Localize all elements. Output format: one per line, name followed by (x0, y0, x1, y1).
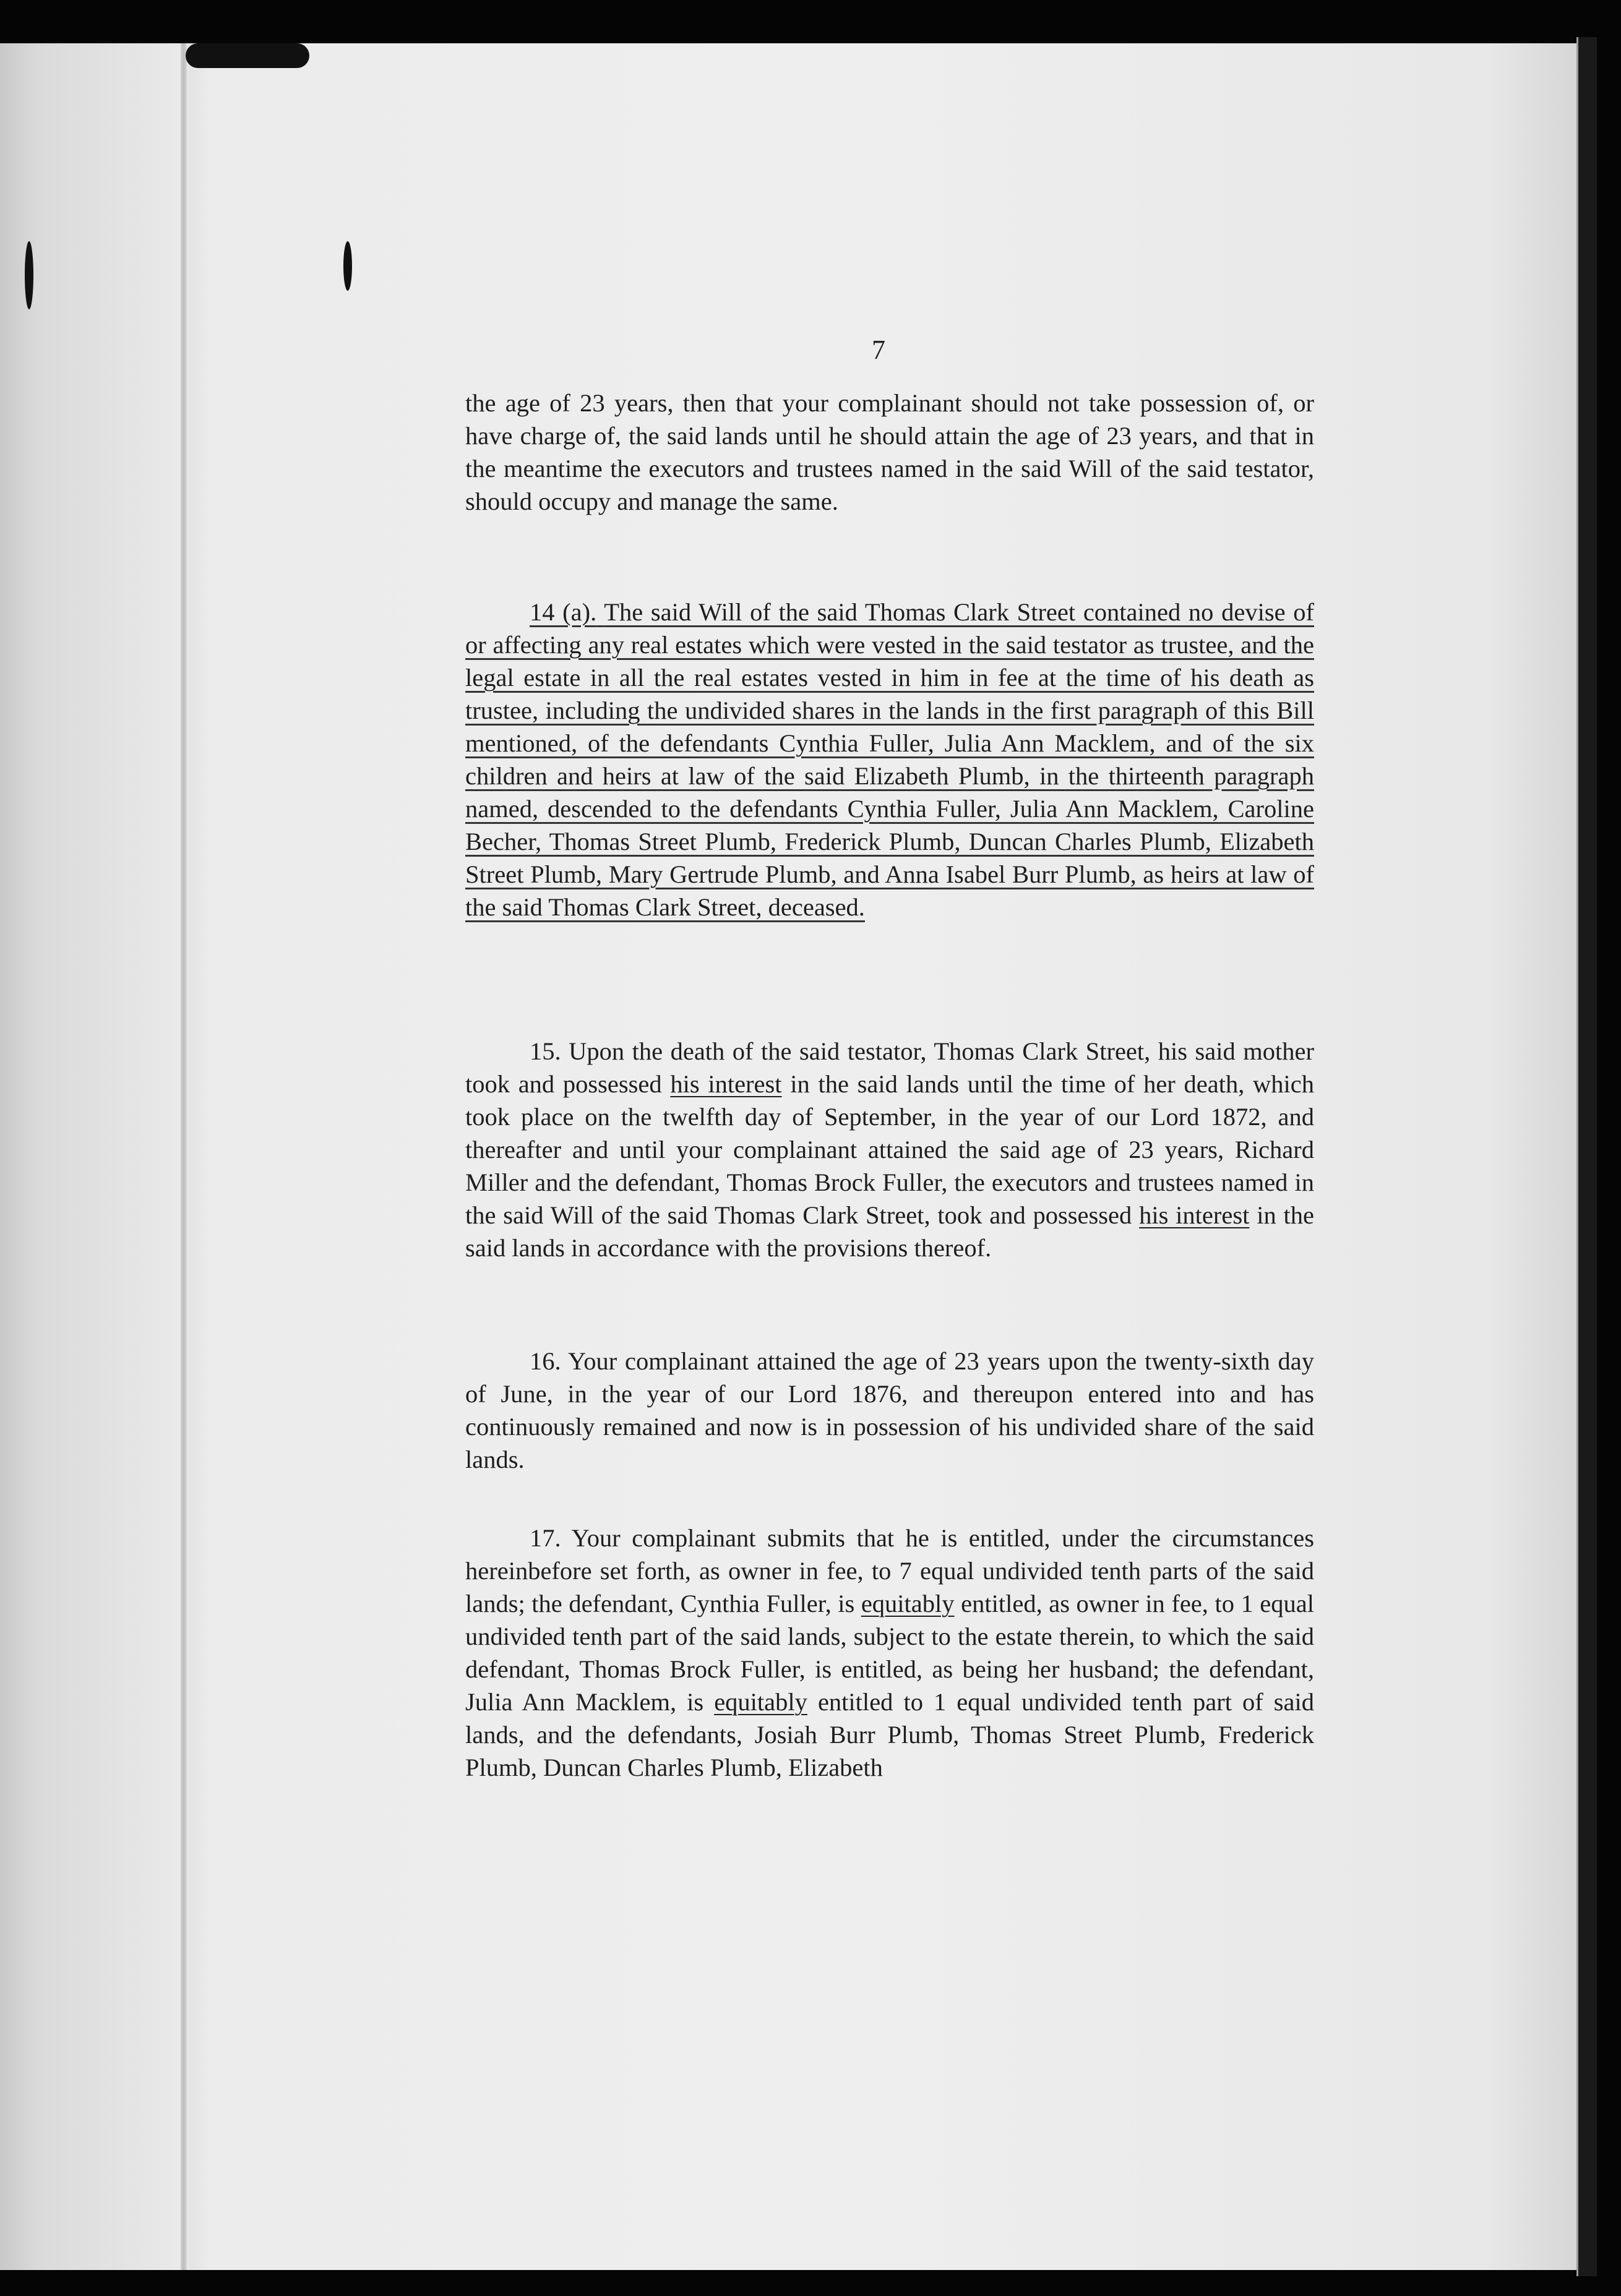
underlined-phrase: equitably (861, 1590, 955, 1617)
underlined-phrase: equitably (714, 1688, 807, 1716)
underlined-phrase: his interest (1139, 1201, 1250, 1229)
page-number: 7 (872, 335, 885, 365)
paragraph-14a (465, 596, 1314, 923)
paragraph-body: Upon the death of the said testator, Thomas Clark Street, his said mother took and possessed (465, 1037, 1314, 1098)
paragraph-17 (465, 1522, 1314, 1784)
underlined-phrase: his interest (670, 1070, 782, 1098)
paragraph-text (465, 1345, 1314, 1476)
paragraph-body: entitled, as owner in fee, to 1 equal undivided tenth part of the said lands, subject to the estate therein, to which the said defendant, Thomas Brock Fuller, is entitled, as being her husband; the defendant, Julia Ann Macklem, is (465, 1590, 1315, 1716)
paragraph-text (465, 1522, 1314, 1784)
paragraph-15 (465, 1035, 1314, 1264)
paragraph-16 (465, 1345, 1314, 1476)
paragraph-number: 14 (a). (530, 598, 597, 626)
paragraph-body: Your complainant attained the age of 23 years upon the twenty-sixth day of June, in the year of our Lord 1876, and thereupon entered into and has continuously remained and now is in possession of his undivided share of the said lands. (465, 1347, 1314, 1473)
paragraph-body: in the said lands in accordance with the provisions thereof. (465, 1201, 1314, 1262)
binding-gutter (181, 43, 187, 2270)
paragraph-body: entitled to 1 equal undivided tenth part of said lands, and the defendants, Josiah Burr Plumb, Thomas Street Plumb, Frederick Plumb, Duncan Charles Plumb, Elizabeth (465, 1688, 1314, 1781)
paragraph-number: 17. (530, 1524, 561, 1552)
paragraph-text (465, 596, 1314, 923)
scan-speck (343, 241, 352, 291)
paragraph-number: 16. (530, 1347, 561, 1375)
paragraph-text (465, 1035, 1314, 1264)
paragraph-number: 15. (530, 1037, 561, 1065)
scan-speck (186, 43, 309, 68)
scan-speck (25, 241, 33, 309)
paragraph-text: the age of 23 years, then that your complainant should not take possession of, or have charge of, the said lands until he should attain the age of 23 years, and that in the meantime the executors and trustees named in the said Will of the said testator, should occupy and manage the same. (465, 389, 1314, 515)
page-edge (1576, 37, 1597, 2276)
paragraph-body: Your complainant submits that he is entitled, under the circumstances hereinbefore set forth, as owner in fee, to 7 equal undivided tenth parts of the said lands; the defendant, Cynthia Fuller, is (465, 1524, 1314, 1617)
paragraph-body: in the said lands until the time of her death, which took place on the twelfth day of September, in the year of our Lord 1872, and thereafter and until your complainant attained the said age of 23 years, Richard Miller and the defendant, Thomas Brock Fuller, the executors and trustees named in the said Will of the said Thomas Clark Street, took and possessed (465, 1070, 1315, 1229)
paragraph-13-continued (465, 387, 1314, 518)
paragraph-body: The said Will of the said Thomas Clark Street contained no devise of or affecting any real estates which were vested in the said testator as trustee, and the legal estate in all the real estates vested in him in fee at the time of his death as trustee, including the undivided shares in the lands in the first paragraph of this Bill mentioned, of the defendants Cynthia Fuller, Julia Ann Macklem, and of the six children and heirs at law of the said Elizabeth Plumb, in the thirteenth paragraph named, descended to the defendants Cynthia Fuller, Julia Ann Macklem, Caroline Becher, Thomas Street Plumb, Frederick Plumb, Duncan Charles Plumb, Elizabeth Street Plumb, Mary Gertrude Plumb, and Anna Isabel Burr Plumb, as heirs at law of the said Thomas Clark Street, deceased. (465, 598, 1314, 921)
